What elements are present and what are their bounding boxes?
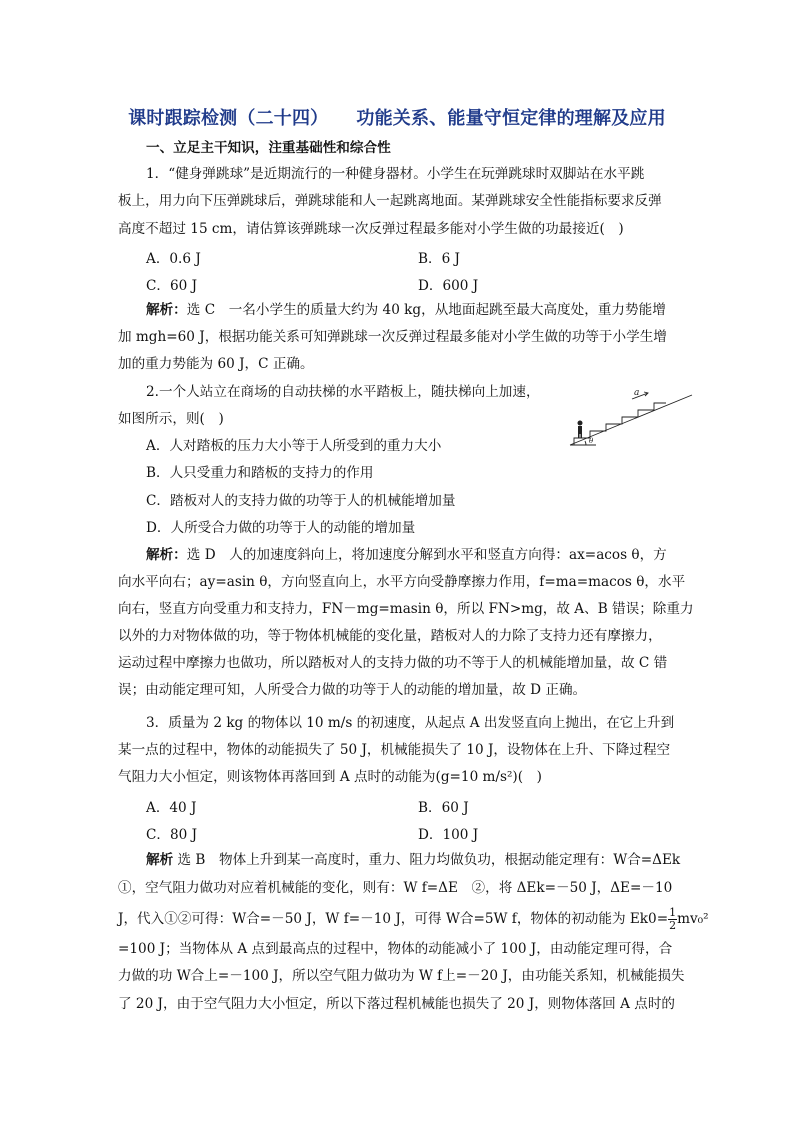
section-heading: 一、立足主干知识，注重基础性和综合性 [146, 140, 391, 156]
person-icon [578, 421, 583, 439]
q3-option-d: D．100 J [418, 827, 479, 843]
q2-option-a: A．人对踏板的压力大小等于人所受到的重力大小 [146, 438, 442, 454]
title-sub: 功能关系、能量守恒定律的理解及应用 [356, 108, 666, 129]
q3-answer-line-4: =100 J；当物体从 A 点到最高点的过程中，物体的动能减小了 100 J，由动能定理可得，合 [118, 941, 673, 957]
q2-answer-line-1 [146, 546, 711, 564]
q1-option-d: D．600 J [418, 278, 479, 294]
figure-label-theta: θ [589, 437, 594, 445]
q3-answer-text-1: 选 B 物体上升到某一高度时，重力、阻力均做负功，根据动能定理有：W合=ΔEk [177, 852, 681, 868]
q2-answer-line-2: 向水平向右；ay=asin θ，方向竖直向上，水平方向受静摩擦力作用，f=ma=macos θ，水平 [118, 574, 686, 590]
answer-label: 解析： [146, 302, 187, 318]
q2-answer-line-3: 向右，竖直方向受重力和支持力，FN－mg=masin θ，所以 FN>mg，故 A、B 错误；除重力 [118, 601, 694, 617]
q3-option-b: B．60 J [418, 800, 469, 816]
q3-option-c: C．80 J [146, 827, 198, 843]
q3-answer-text-3: J，代入①②可得：W合=－50 J，W f=－10 J，可得 W合=5W f，物体的初动能为 Ek0= [118, 911, 669, 927]
q1-option-a: A．0.6 J [146, 251, 201, 267]
q2-answer-line-5: 运动过程中摩擦力也做功，所以踏板对人的支持力做的功不等于人的机械能增加量，故 C 错 [118, 655, 668, 671]
answer-label: 解析 [146, 852, 174, 868]
q1-answer-line-1 [146, 301, 711, 319]
q2-option-b: B．人只受重力和踏板的支持力的作用 [146, 465, 374, 481]
q2-option-d: D．人所受合力做的功等于人的动能的增加量 [146, 520, 416, 536]
q1-line-1: 1．“健身弹跳球”是近期流行的一种健身器材。小学生在玩弹跳球时双脚站在水平跳 [146, 166, 645, 182]
q1-line-3: 高度不超过 15 cm，请估算该弹跳球一次反弹过程最多能对小学生做的功最接近( ) [118, 221, 624, 237]
q1-answer-line-2: 加 mgh=60 J，根据功能关系可知弹跳球一次反弹过程最多能对小学生做的功等于小学生增 [118, 329, 667, 345]
q3-line-3: 气阻力大小恒定，则该物体再落回到 A 点时的动能为(g=10 m/s²)( ) [118, 769, 542, 785]
q1-answer-text-1: 选 C 一名小学生的质量大约为 40 kg，从地面起跳至最大高度处，重力势能增 [186, 302, 666, 318]
q2-option-c: C．踏板对人的支持力做的功等于人的机械能增加量 [146, 493, 456, 509]
q1-line-2: 板上，用力向下压弹跳球后，弹跳球能和人一起跳离地面。某弹跳球安全性能指标要求反弹 [118, 193, 662, 209]
q1-option-c: C．60 J [146, 278, 198, 294]
q3-line-2: 某一点的过程中，物体的动能损失了 50 J，机械能损失了 10 J，设物体在上升、下降过程空 [118, 742, 671, 758]
q3-line-1: 3．质量为 2 kg 的物体以 10 m/s 的初速度，从起点 A 出发竖直向上抛出，在它上升到 [146, 715, 675, 731]
q3-answer-line-2: ①，空气阻力做功对应着机械能的变化，则有：W f=ΔE ②，将 ΔEk=－50 J，ΔE=－10 [118, 880, 673, 896]
q2-line-1: 2.一个人站立在商场的自动扶梯的水平踏板上，随扶梯向上加速， [146, 384, 540, 400]
fraction-denominator: 2 [669, 919, 677, 932]
q3-answer-line-3 [118, 906, 709, 932]
q2-answer-line-6: 误；由动能定理可知，人所受合力做的功等于人的动能的增加量，故 D 正确。 [118, 682, 587, 698]
answer-label: 解析： [146, 547, 187, 563]
q2-answer-line-4: 以外的力对物体做的功，等于物体机械能的变化量，踏板对人的力除了支持力还有摩擦力， [118, 628, 662, 644]
title-main: 课时跟踪检测（二十四） [128, 108, 329, 129]
q3-answer-line-1 [146, 851, 711, 869]
fraction-numerator: 1 [669, 906, 677, 919]
q3-answer-line-6: 了 20 J，由于空气阻力大小恒定，所以下落过程机械能也损失了 20 J，则物体落回 A 点时的 [118, 996, 676, 1012]
q1-answer-line-3: 加的重力势能为 60 J，C 正确。 [118, 356, 314, 372]
q1-option-b: B．6 J [418, 251, 461, 267]
q2-line-2: 如图所示，则( ) [118, 411, 224, 427]
fraction-tail: mv₀² [677, 911, 709, 927]
fraction-one-half [668, 907, 677, 932]
page-title [0, 104, 794, 130]
figure-label-a: a [634, 388, 640, 398]
q3-answer-line-5: 力做的功 W合上=－100 J，所以空气阻力做功为 W f上=－20 J，由功能关系知，机械能损失 [118, 968, 685, 984]
q2-answer-text-1: 选 D 人的加速度斜向上，将加速度分解到水平和竖直方向得：ax=acos θ，方 [186, 547, 667, 563]
q3-option-a: A．40 J [146, 800, 197, 816]
